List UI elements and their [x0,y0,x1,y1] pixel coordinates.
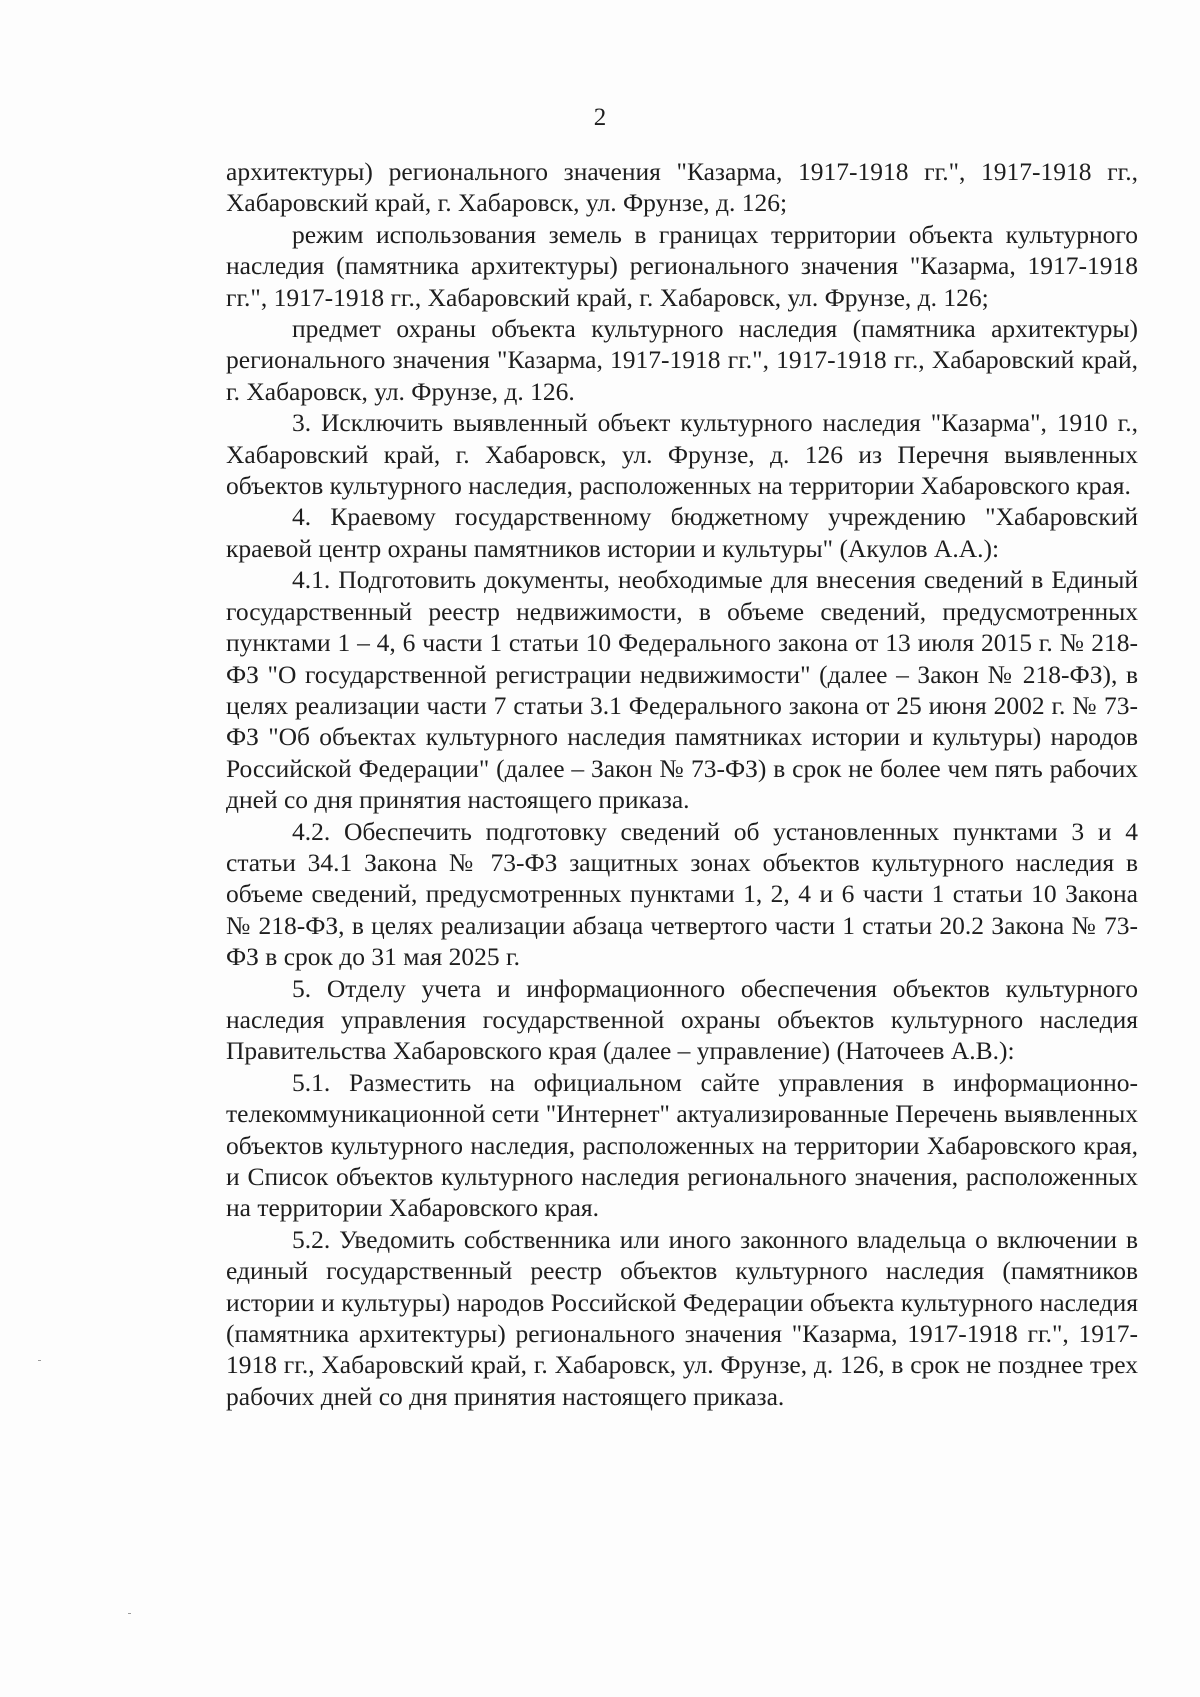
paragraph-land-use-regime: режим использования земель в границах территории объекта культурного наследия (памятника архитектуры) регионального значения "Казарма, 1917-1918 гг.", 1917-1918 гг., Хабаровский край, г. Хабаровск, ул. Фрунзе, д. 126; [226,219,1138,312]
paragraph-continuation: архитектуры) регионального значения "Казарма, 1917-1918 гг.", 1917-1918 гг., Хабаровский край, г. Хабаровск, ул. Фрунзе, д. 126; [226,157,1138,218]
paragraph-item-5-1: 5.1. Разместить на официальном сайте управления в информационно-телекоммуникационной сети "Интернет" актуализированные Перечень выявленных объектов культурного наследия, расположенных на территории Хабаровского края, и Список объектов культурного наследия регионального значения, расположенных на территории Хабаровского края. [226,1067,1138,1223]
paragraph-item-3: 3. Исключить выявленный объект культурного наследия "Казарма", 1910 г., Хабаровский край, г. Хабаровск, ул. Фрунзе, д. 126 из Перечня выявленных объектов культурного наследия, расположенных на территории Хабаровского края. [226,408,1138,501]
paragraph-item-5-2: 5.2. Уведомить собственника или иного законного владельца о включении в единый государственный реестр объектов культурного наследия (памятников истории и культуры) народов Российской Федерации объекта культурного наследия (памятника архитектуры) регионального значения "Казарма, 1917-1918 гг.", 1917-1918 гг., Хабаровский край, г. Хабаровск, ул. Фрунзе, д. 126, в срок не позднее трех рабочих дней со дня принятия настоящего приказа. [226,1224,1138,1411]
paragraph-item-5: 5. Отделу учета и информационного обеспечения объектов культурного наследия управления государственной охраны объектов культурного наследия Правительства Хабаровского края (далее – управление) (Наточеев А.В.): [226,973,1138,1066]
scan-artifact [128,1613,131,1614]
paragraph-protection-subject: предмет охраны объекта культурного наследия (памятника архитектуры) регионального значения "Казарма, 1917-1918 гг.", 1917-1918 гг., Хабаровский край, г. Хабаровск, ул. Фрунзе, д. 126. [226,314,1138,406]
page-number: 2 [593,104,607,131]
paragraph-item-4-2: 4.2. Обеспечить подготовку сведений об установленных пунктами 3 и 4 статьи 34.1 Закона № 73-ФЗ защитных зонах объектов культурного наследия в объеме сведений, предусмотренных пунктами 1, 2, 4 и 6 части 1 статьи 10 Закона № 218-ФЗ, в целях реализации абзаца четвертого части 1 статьи 20.2 Закона № 73-ФЗ в срок до 31 мая 2025 г. [226,816,1138,972]
scan-artifact [38,1360,41,1361]
document-body [226,156,1138,1412]
paragraph-item-4-1: 4.1. Подготовить документы, необходимые для внесения сведений в Единый государственный реестр недвижимости, в объеме сведений, предусмотренных пунктами 1 – 4, 6 части 1 статьи 10 Федерального закона от 13 июля 2015 г. № 218-ФЗ "О государственной регистрации недвижимости" (далее – Закон № 218-ФЗ), в целях реализации части 7 статьи 3.1 Федерального закона от 25 июня 2002 г. № 73-ФЗ "Об объектах культурного наследия памятниках истории и культуры) народов Российской Федерации" (далее – Закон № 73-ФЗ) в срок не более чем пять рабочих дней со дня принятия настоящего приказа. [226,565,1138,815]
paragraph-item-4: 4. Краевому государственному бюджетному учреждению "Хабаровский краевой центр охраны памятников истории и культуры" (Акулов А.А.): [226,502,1138,563]
